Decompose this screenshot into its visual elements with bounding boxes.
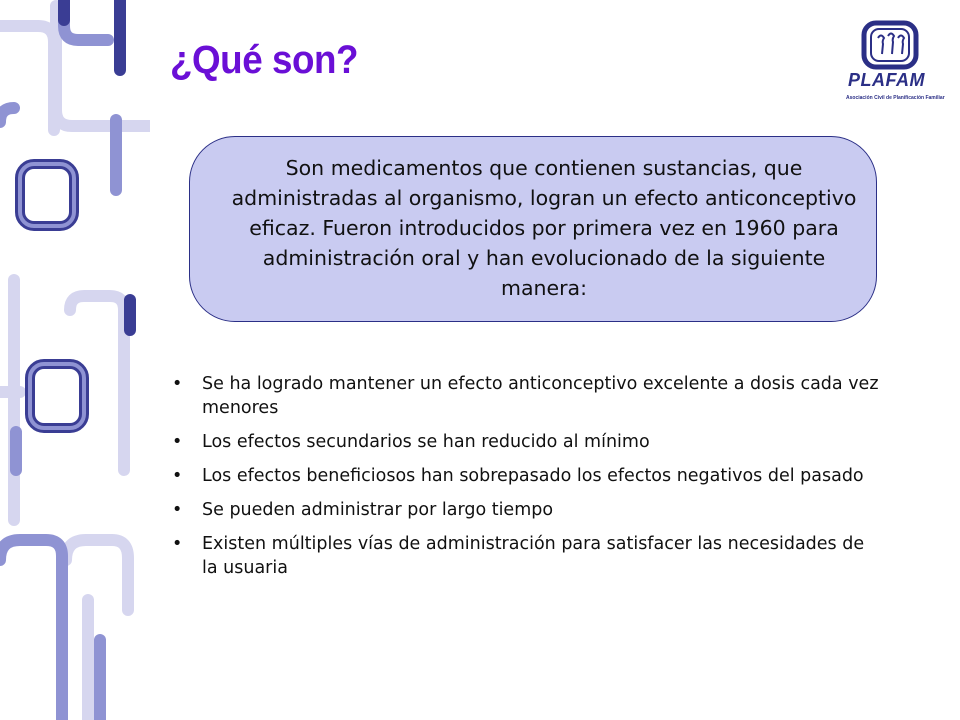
bullet-item: • Se pueden administrar por largo tiempo [164,498,884,522]
definition-text: Son medicamentos que contienen sustancias, que administradas al organismo, logran un efecto anticonceptivo eficaz. Fueron introducidos por primera vez en 1960 para administración oral y han evolucionado de la siguiente manera: [231,156,857,300]
bullet-item: • Existen múltiples vías de administración para satisfacer las necesidades de la usuaria [164,532,884,580]
bullet-list [164,372,884,590]
logo-name: PLAFAM [848,70,925,90]
bullet-item: • Los efectos beneficiosos han sobrepasado los efectos negativos del pasado [164,464,884,488]
decorative-tube-pattern [0,0,150,720]
plafam-logo [842,20,945,112]
bullet-item: • Los efectos secundarios se han reducido al mínimo [164,430,884,454]
logo-subtitle: Asociación Civil de Planificación Familiar [846,95,945,101]
bullet-item: • Se ha logrado mantener un efecto anticonceptivo excelente a dosis cada vez menores [164,372,884,420]
definition-callout [189,136,877,322]
slide-title: ¿Qué son? [170,38,359,82]
